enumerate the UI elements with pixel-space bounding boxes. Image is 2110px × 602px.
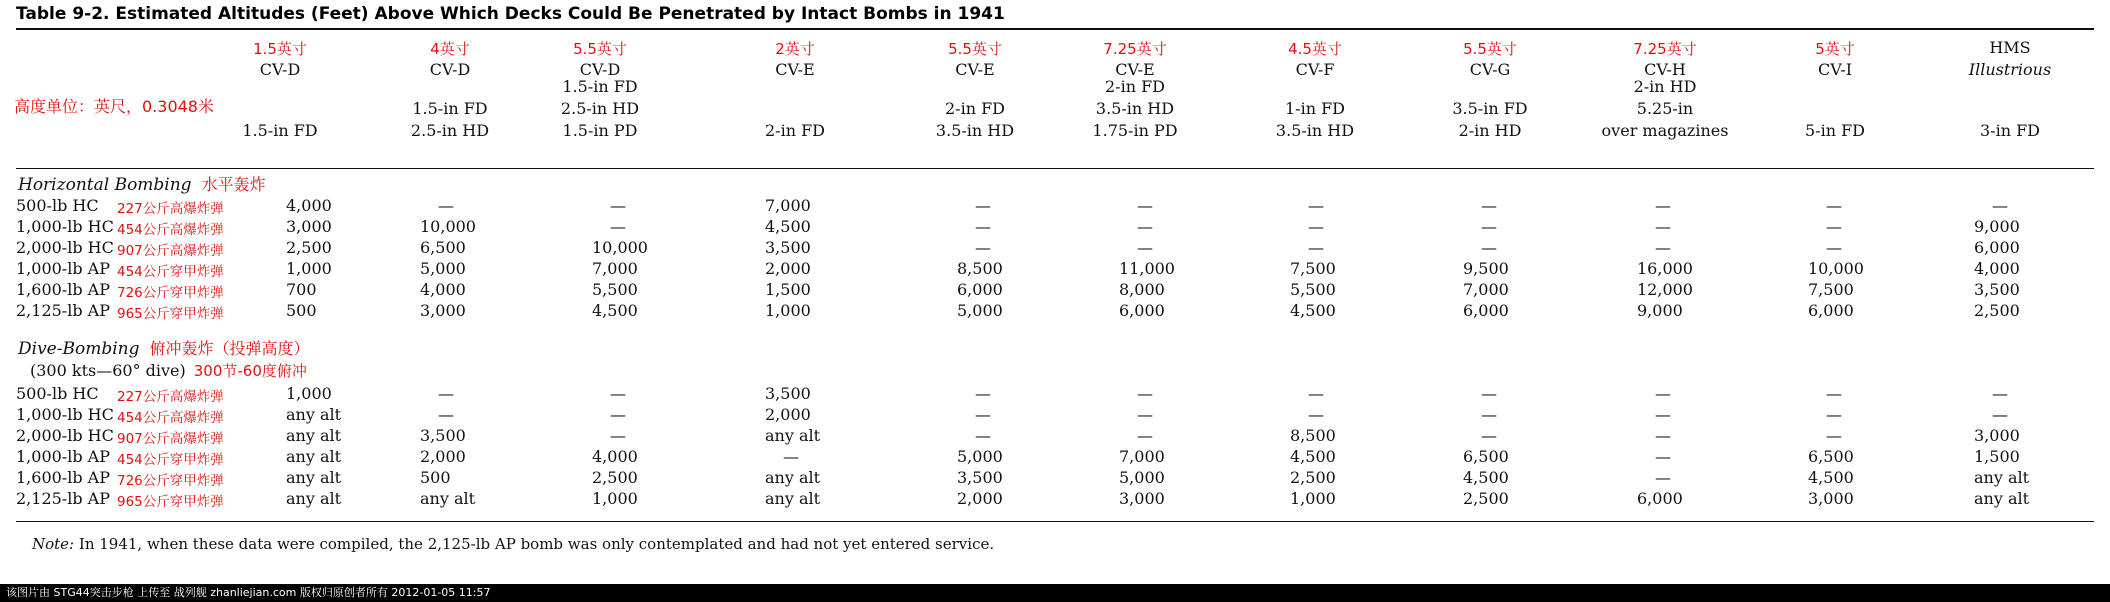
table-cell: —	[1137, 426, 1153, 445]
table-row	[16, 259, 2096, 280]
table-cell: —	[1308, 405, 1324, 424]
column-armor-line: 3.5-in FD	[1452, 99, 1528, 118]
table-cell: —	[1481, 405, 1497, 424]
table-cell: 500	[420, 468, 451, 487]
table-cell: 9,500	[1463, 259, 1509, 278]
bomb-type-cn: 726公斤穿甲炸弹	[117, 285, 224, 301]
top-rule	[16, 28, 2094, 30]
column-cn-label: 5.5英寸	[573, 40, 627, 58]
table-cell: 3,000	[1119, 489, 1165, 508]
table-cell: —	[610, 405, 626, 424]
table-cell: 3,500	[420, 426, 466, 445]
table-cell: 5,000	[1119, 468, 1165, 487]
column-cn-label: 1.5英寸	[253, 40, 307, 58]
bomb-type-cn: 227公斤高爆炸弹	[117, 201, 224, 217]
table-cell: —	[1481, 196, 1497, 215]
column-armor-line: 3-in FD	[1979, 121, 2041, 140]
table-cell: 8,000	[1119, 280, 1165, 299]
column-armor-line: 1.5-in FD	[242, 121, 318, 140]
table-cell: 6,000	[957, 280, 1003, 299]
table-cell: —	[1481, 426, 1497, 445]
column-cn-label: 4.5英寸	[1288, 40, 1342, 58]
column-ship-label: HMS	[1989, 38, 2031, 57]
column-armor-line: 2-in HD	[1458, 121, 1522, 140]
dive-label-cn: 俯冲轰炸（投弹高度）	[149, 339, 310, 358]
note-label: Note:	[32, 535, 75, 553]
dive-sub-cn: 300节-60度俯冲	[193, 362, 307, 380]
table-cell: 6,000	[1119, 301, 1165, 320]
table-cell: —	[1992, 384, 2008, 403]
table-cell: —	[1655, 405, 1671, 424]
table-cell: 7,000	[1463, 280, 1509, 299]
table-cell: any alt	[765, 489, 821, 508]
bomb-type-cn: 965公斤穿甲炸弹	[117, 306, 224, 322]
table-cell: 3,000	[1808, 489, 1854, 508]
table-cell: 5,500	[592, 280, 638, 299]
column-cn-label: 4英寸	[430, 40, 470, 58]
bomb-type-cn: 907公斤高爆炸弹	[117, 243, 224, 259]
table-cell: 6,500	[1463, 447, 1509, 466]
header-rule	[16, 168, 2094, 169]
column-armor-line: 5.25-in	[1636, 99, 1694, 118]
column-armor-line: 3.5-in HD	[1095, 99, 1175, 118]
table-cell: 9,000	[1637, 301, 1683, 320]
table-cell: 4,500	[1463, 468, 1509, 487]
bomb-type: 1,600-lb AP	[16, 468, 110, 487]
table-cell: any alt	[286, 489, 342, 508]
table-cell: —	[1826, 196, 1842, 215]
table-cell: 8,500	[1290, 426, 1336, 445]
bottom-rule	[16, 521, 2094, 522]
table-cell: 3,500	[765, 384, 811, 403]
table-cell: 1,000	[286, 259, 332, 278]
table-cell: —	[1308, 384, 1324, 403]
table-cell: —	[1992, 196, 2008, 215]
table-cell: 2,000	[765, 405, 811, 424]
table-cell: —	[975, 426, 991, 445]
table-note	[32, 535, 994, 553]
bomb-type-cn: 454公斤高爆炸弹	[117, 410, 224, 426]
table-cell: —	[975, 405, 991, 424]
table-cell: 500	[286, 301, 317, 320]
table-cell: —	[1655, 238, 1671, 257]
table-cell: —	[1826, 426, 1842, 445]
table-cell: 5,000	[957, 447, 1003, 466]
table-cell: 7,500	[1808, 280, 1854, 299]
table-cell: 6,000	[1463, 301, 1509, 320]
table-cell: —	[1655, 384, 1671, 403]
table-cell: —	[1826, 217, 1842, 236]
table-cell: —	[1481, 384, 1497, 403]
table-row	[16, 238, 2096, 259]
table-cell: 11,000	[1119, 259, 1175, 278]
bomb-type: 2,125-lb AP	[16, 301, 110, 320]
table-cell: 4,500	[592, 301, 638, 320]
horizontal-section-label	[18, 172, 266, 195]
table-cell: 3,500	[1974, 280, 2020, 299]
bomb-type-cn: 965公斤穿甲炸弹	[117, 494, 224, 510]
table-cell: 10,000	[592, 238, 648, 257]
column-armor-line: 1.5-in FD	[562, 77, 638, 96]
table-cell: 12,000	[1637, 280, 1693, 299]
table-row	[16, 426, 2096, 447]
column-cn-label: 5.5英寸	[1463, 40, 1517, 58]
column-armor-line: 1.5-in FD	[412, 99, 488, 118]
table-cell: —	[975, 196, 991, 215]
table-cell: 6,500	[1808, 447, 1854, 466]
table-row	[16, 196, 2096, 217]
column-ship-label: CV-G	[1469, 60, 1511, 79]
dive-sub: (300 kts—60° dive)	[30, 361, 186, 380]
bomb-type: 2,125-lb AP	[16, 489, 110, 508]
column-cn-label: 5.5英寸	[948, 40, 1002, 58]
table-cell: —	[438, 405, 454, 424]
bomb-type: 2,000-lb HC	[16, 238, 114, 257]
table-row	[16, 468, 2096, 489]
bomb-type-cn: 454公斤高爆炸弹	[117, 222, 224, 238]
unit-note: 高度单位：英尺，0.3048米	[14, 97, 214, 116]
column-armor-line: 2.5-in HD	[410, 121, 490, 140]
table-cell: 5,000	[957, 301, 1003, 320]
column-armor-line: 3.5-in HD	[935, 121, 1015, 140]
table-cell: 10,000	[420, 217, 476, 236]
table-cell: 4,500	[1290, 447, 1336, 466]
table-cell: 1,000	[592, 489, 638, 508]
table-cell: —	[438, 384, 454, 403]
table-cell: —	[783, 447, 799, 466]
table-cell: 6,500	[420, 238, 466, 257]
table-cell: —	[975, 217, 991, 236]
column-ship-label: CV-I	[1817, 60, 1853, 79]
table-cell: —	[1655, 217, 1671, 236]
column-ship-label: CV-D	[259, 60, 301, 79]
table-cell: 2,500	[1463, 489, 1509, 508]
table-cell: 3,000	[1974, 426, 2020, 445]
bomb-type: 1,000-lb AP	[16, 259, 110, 278]
table-cell: any alt	[1974, 468, 2030, 487]
table-row	[16, 217, 2096, 238]
column-armor-line: 1.75-in PD	[1092, 121, 1178, 140]
bomb-type: 1,000-lb HC	[16, 405, 114, 424]
table-cell: —	[1481, 217, 1497, 236]
table-cell: —	[1992, 405, 2008, 424]
table-cell: 1,000	[1290, 489, 1336, 508]
column-armor-line: 1-in FD	[1284, 99, 1346, 118]
column-cn-label: 7.25英寸	[1633, 40, 1697, 58]
column-ship-label: CV-E	[955, 60, 995, 79]
table-cell: 4,000	[420, 280, 466, 299]
table-cell: any alt	[1974, 489, 2030, 508]
dive-subnote	[30, 360, 307, 381]
table-cell: 7,500	[1290, 259, 1336, 278]
table-cell: —	[610, 217, 626, 236]
column-ship-label: CV-D	[579, 60, 621, 79]
bomb-type-cn: 227公斤高爆炸弹	[117, 389, 224, 405]
table-cell: any alt	[765, 468, 821, 487]
table-cell: 16,000	[1637, 259, 1693, 278]
table-cell: —	[1137, 405, 1153, 424]
table-cell: 2,500	[286, 238, 332, 257]
column-ship-label: CV-E	[775, 60, 815, 79]
table-cell: 6,000	[1637, 489, 1683, 508]
dive-label: Dive-Bombing	[18, 339, 140, 359]
table-cell: 5,000	[420, 259, 466, 278]
table-title: Table 9-2. Estimated Altitudes (Feet) Above Which Decks Could Be Penetrated by Intact Bombs in 1941	[16, 4, 1005, 24]
bomb-type: 1,600-lb AP	[16, 280, 110, 299]
table-row	[16, 447, 2096, 468]
table-cell: —	[1655, 196, 1671, 215]
table-cell: 1,000	[286, 384, 332, 403]
column-armor-line: 2-in FD	[764, 121, 826, 140]
table-cell: —	[1137, 217, 1153, 236]
table-cell: any alt	[765, 426, 821, 445]
table-cell: —	[1481, 238, 1497, 257]
table-cell: —	[1655, 426, 1671, 445]
table-cell: 2,000	[420, 447, 466, 466]
table-cell: 4,500	[765, 217, 811, 236]
table-cell: —	[1655, 468, 1671, 487]
column-ship-name: Illustrious	[1968, 60, 2052, 79]
table-cell: 9,000	[1974, 217, 2020, 236]
column-armor-line: 2-in HD	[1633, 77, 1697, 96]
table-cell: any alt	[286, 468, 342, 487]
column-armor-line: 3.5-in HD	[1275, 121, 1355, 140]
column-cn-label: 7.25英寸	[1103, 40, 1167, 58]
table-cell: —	[1137, 238, 1153, 257]
table-cell: 7,000	[1119, 447, 1165, 466]
column-ship-label: CV-H	[1644, 60, 1686, 79]
table-cell: —	[1308, 196, 1324, 215]
table-cell: 2,000	[957, 489, 1003, 508]
horizontal-label-cn: 水平轰炸	[201, 175, 266, 194]
table-cell: 2,500	[1974, 301, 2020, 320]
table-cell: 5,500	[1290, 280, 1336, 299]
table-cell: 7,000	[592, 259, 638, 278]
table-cell: any alt	[420, 489, 476, 508]
bomb-type: 500-lb HC	[16, 384, 99, 403]
table-cell: any alt	[286, 426, 342, 445]
column-armor-line: over magazines	[1601, 121, 1729, 140]
bomb-type: 2,000-lb HC	[16, 426, 114, 445]
table-row	[16, 384, 2096, 405]
table-cell: —	[438, 196, 454, 215]
table-cell: 1,000	[765, 301, 811, 320]
table-cell: 4,000	[592, 447, 638, 466]
bomb-type-cn: 454公斤穿甲炸弹	[117, 452, 224, 468]
table-cell: 3,000	[286, 217, 332, 236]
column-armor-line: 5-in FD	[1804, 121, 1866, 140]
table-cell: —	[610, 384, 626, 403]
table-cell: 3,500	[957, 468, 1003, 487]
table-cell: 2,500	[592, 468, 638, 487]
table-cell: —	[1826, 384, 1842, 403]
column-ship-label: CV-D	[429, 60, 471, 79]
column-armor-line: 2-in FD	[944, 99, 1006, 118]
horizontal-label: Horizontal Bombing	[18, 175, 192, 195]
table-cell: —	[1137, 384, 1153, 403]
table-cell: 4,500	[1808, 468, 1854, 487]
table-cell: —	[1308, 217, 1324, 236]
table-cell: 4,000	[1974, 259, 2020, 278]
table-cell: any alt	[286, 447, 342, 466]
column-cn-label: 5英寸	[1815, 40, 1855, 58]
table-cell: 3,500	[765, 238, 811, 257]
table-cell: 4,500	[1290, 301, 1336, 320]
table-cell: —	[1308, 238, 1324, 257]
table-row	[16, 280, 2096, 301]
column-armor-line: 2-in FD	[1104, 77, 1166, 96]
table-cell: 1,500	[765, 280, 811, 299]
table-row	[16, 489, 2096, 510]
table-cell: 6,000	[1808, 301, 1854, 320]
bomb-type-cn: 907公斤高爆炸弹	[117, 431, 224, 447]
table-cell: 700	[286, 280, 317, 299]
bomb-type: 1,000-lb HC	[16, 217, 114, 236]
bomb-type: 1,000-lb AP	[16, 447, 110, 466]
table-cell: 3,000	[420, 301, 466, 320]
bomb-type-cn: 726公斤穿甲炸弹	[117, 473, 224, 489]
column-ship-label: CV-E	[1115, 60, 1155, 79]
table-cell: 7,000	[765, 196, 811, 215]
bomb-type: 500-lb HC	[16, 196, 99, 215]
table-cell: 2,500	[1290, 468, 1336, 487]
table-cell: —	[1655, 447, 1671, 466]
table-cell: —	[1137, 196, 1153, 215]
table-cell: 2,000	[765, 259, 811, 278]
table-cell: —	[1826, 405, 1842, 424]
watermark-footer: 该图片由 STG44突击步枪 上传至 战列舰 zhanliejian.com 版权归原创者所有 2012-01-05 11:57	[0, 584, 2110, 602]
table-cell: 1,500	[1974, 447, 2020, 466]
table-cell: 8,500	[957, 259, 1003, 278]
bomb-type-cn: 454公斤穿甲炸弹	[117, 264, 224, 280]
column-armor-line: 1.5-in PD	[562, 121, 638, 140]
table-cell: —	[610, 426, 626, 445]
note-text: In 1941, when these data were compiled, the 2,125-lb AP bomb was only contemplated and had not yet entered service.	[78, 535, 995, 553]
column-cn-label: 2英寸	[775, 40, 815, 58]
table-cell: 6,000	[1974, 238, 2020, 257]
table-cell: any alt	[286, 405, 342, 424]
table-cell: —	[610, 196, 626, 215]
table-cell: —	[975, 384, 991, 403]
table-cell: —	[1826, 238, 1842, 257]
table-cell: —	[975, 238, 991, 257]
table-cell: 10,000	[1808, 259, 1864, 278]
table-row	[16, 301, 2096, 322]
dive-section-label	[18, 336, 310, 359]
column-armor-line: 2.5-in HD	[560, 99, 640, 118]
table-cell: 4,000	[286, 196, 332, 215]
column-ship-label: CV-F	[1295, 60, 1335, 79]
table-row	[16, 405, 2096, 426]
